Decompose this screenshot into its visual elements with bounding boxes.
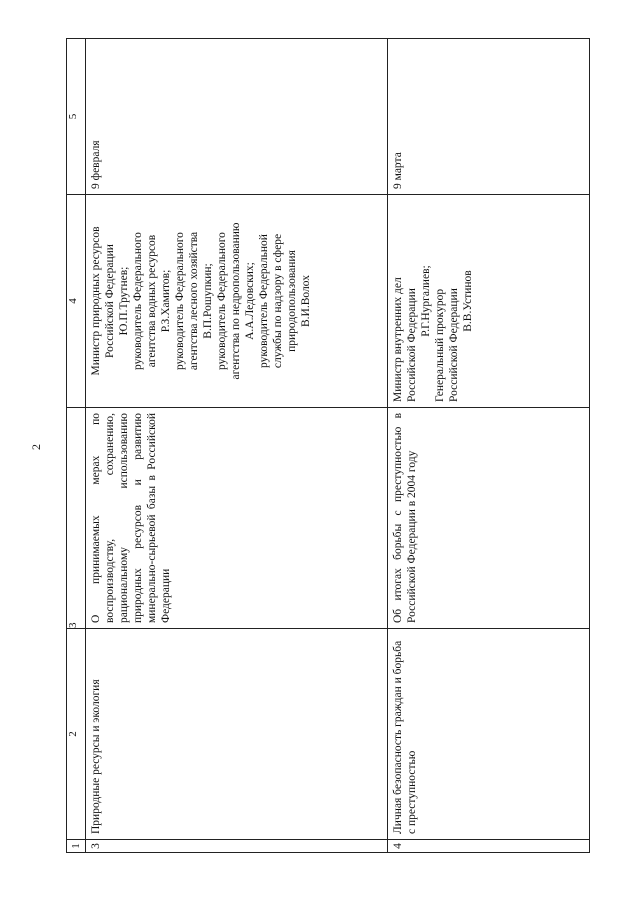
- table-row: [388, 39, 590, 853]
- header-row: [67, 39, 86, 853]
- speaker-line: агентства водных ресурсов: [146, 234, 158, 368]
- speaker-line: руководитель Федерального: [132, 232, 144, 370]
- speaker-line: руководитель Федерального: [216, 232, 228, 370]
- speaker-line: Министр внутренних дел: [392, 277, 404, 402]
- speaker-line: руководитель Федерального: [174, 232, 186, 370]
- header-col-2: 2: [67, 629, 86, 840]
- row-number: 4: [388, 840, 590, 853]
- speaker-line: В.И.Волох: [300, 275, 312, 327]
- speakers-cell: [86, 195, 388, 408]
- speaker-line: Российской Федерации: [406, 288, 418, 402]
- speaker-line: службы по надзору в сфере: [272, 233, 284, 369]
- page-number: 2: [29, 444, 43, 450]
- speaker-line: В.В.Устинов: [462, 270, 474, 332]
- header-col-4: 4: [67, 195, 86, 408]
- speaker-line: руководитель Федеральной: [258, 234, 270, 368]
- header-col-1: 1: [67, 840, 86, 853]
- speaker-line: Р.З.Хамитов;: [160, 269, 172, 333]
- speaker-line: В.П.Рошупкин;: [202, 263, 214, 339]
- row-number: 3: [86, 840, 388, 853]
- topic-cell: Об итогах борьбы с преступностью в Российской Федерации в 2004 году: [388, 408, 590, 629]
- speaker-line: агентства по недропользованию: [230, 222, 242, 380]
- speaker-line: Российской Федерации: [448, 288, 460, 402]
- rotated-table-container: [66, 38, 590, 853]
- speaker-line: Ю.П.Трутнев;: [118, 266, 130, 336]
- date-cell: 9 марта: [388, 39, 590, 195]
- speaker-line: Генеральный прокурор: [434, 288, 446, 402]
- header-col-3: 3: [67, 408, 86, 629]
- agenda-table: [66, 38, 590, 853]
- section-cell: Природные ресурсы и экология: [86, 629, 388, 840]
- speaker-line: природопользования: [286, 250, 298, 352]
- table-row: [86, 39, 388, 853]
- header-col-5: 5: [67, 39, 86, 195]
- speaker-line: агентства лесного хозяйства: [188, 231, 200, 371]
- speaker-line: А.А.Ледовских;: [244, 262, 256, 340]
- date-cell: 9 февраля: [86, 39, 388, 195]
- speaker-line: Р.Г.Нургалиев;: [420, 265, 432, 337]
- speaker-line: Российской Федерации: [104, 244, 116, 358]
- speakers-cell: [388, 195, 590, 408]
- topic-cell: О принимаемых мерах по воспроизводству, сохранению, рациональному использованию природных ресурсов и развитию минерально-сырьевой базы в Российской Федерации: [86, 408, 388, 629]
- speaker-line: Министр природных ресурсов: [90, 226, 102, 376]
- section-cell: Личная безопасность граждан и борьба с преступностью: [388, 629, 590, 840]
